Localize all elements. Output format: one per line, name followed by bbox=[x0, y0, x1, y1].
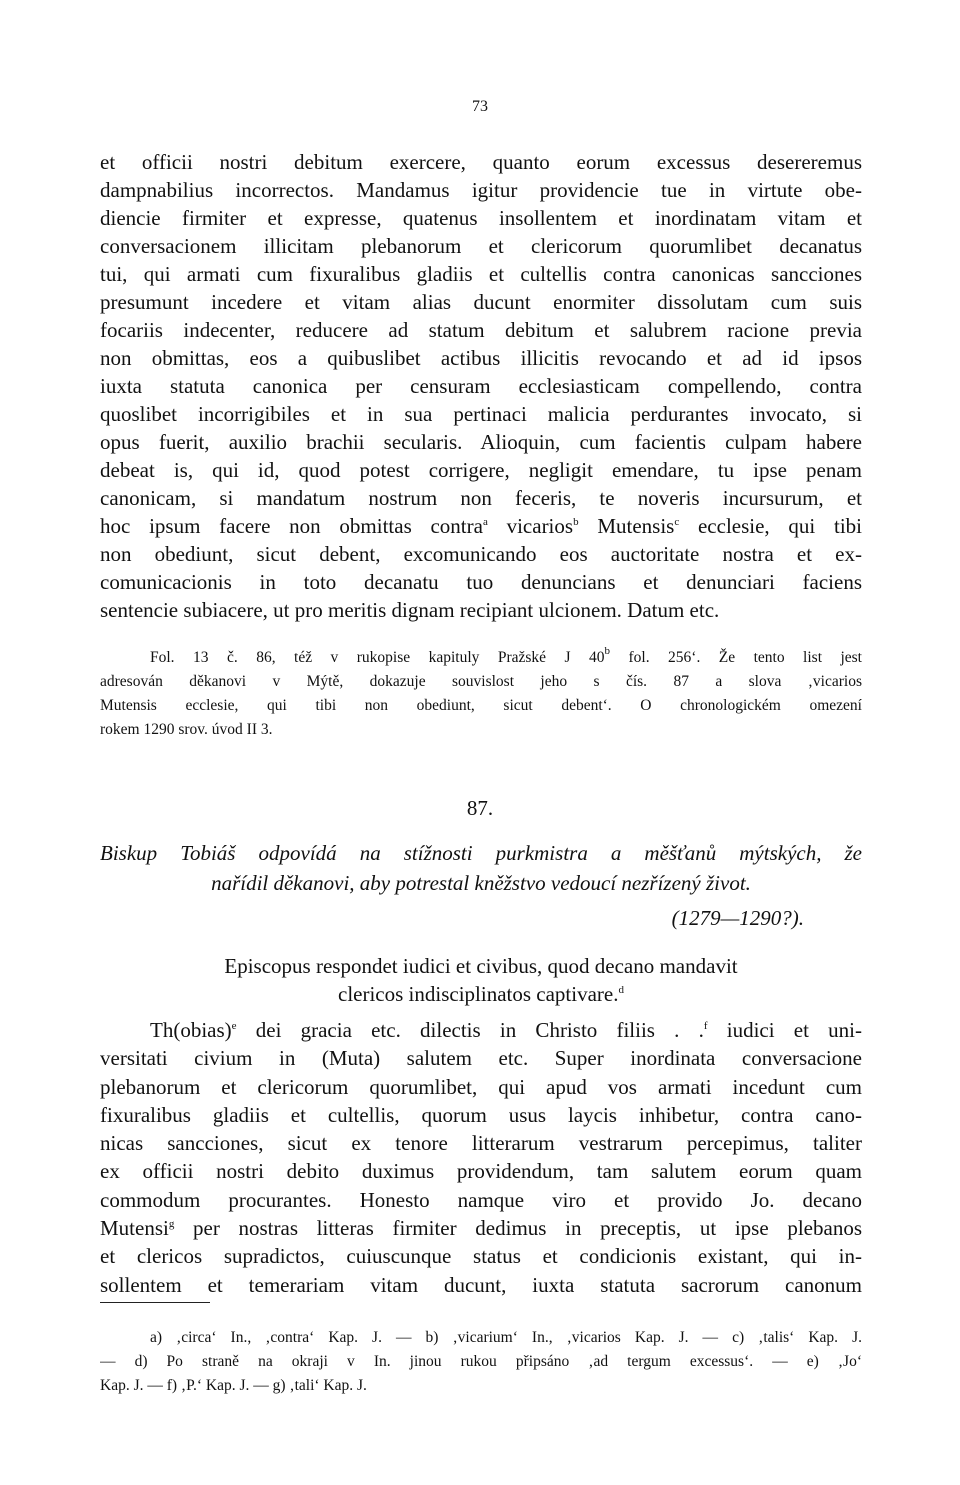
page-number: 73 bbox=[472, 98, 488, 115]
text-segment: per nostras litteras firmiter dedimus in preceptis, ut ipse plebanos bbox=[174, 1216, 862, 1241]
footnote-separator bbox=[100, 1302, 210, 1303]
text-line: comunicacionis in toto decanatu tuo denuncians et denunciari faciens bbox=[100, 570, 862, 594]
text-segment: Fol. 13 č. 86, též v rukopise kapituly Pražské J 40 bbox=[150, 649, 605, 666]
text-segment: clericos indisciplinatos captivare. bbox=[338, 982, 619, 1006]
text-line: opus fuerit, auxilio brachii secularis. Alioquin, cum facientis culpam habere bbox=[100, 430, 862, 454]
heading-line: Episcopus respondet iudici et civibus, quod decano mandavit bbox=[224, 954, 738, 978]
text-line: focariis indecenter, reducere ad statum debitum et salubrem racione previa bbox=[100, 318, 862, 342]
footnote-line: — d) Po straně na okraji v In. jinou rukou připsáno ‚ad tergum excessus‘. — e) ‚Jo‘ bbox=[100, 1353, 862, 1370]
text-line: canonicam, si mandatum nostrum non feceris, te noveris incursurum, et bbox=[100, 486, 862, 510]
text-line: plebanorum et clericorum quorumlibet, qui apud vos armati incedunt cum bbox=[100, 1074, 862, 1099]
main-text bbox=[100, 148, 862, 624]
superscript: b bbox=[604, 646, 611, 657]
text-line bbox=[100, 1214, 862, 1242]
text-segment: vicarios bbox=[487, 514, 574, 538]
text-line: versitati civium in (Muta) salutem etc. Super inordinata conversacione bbox=[100, 1046, 862, 1071]
text-line: et clericos supradictos, cuiuscunque status et condicionis existant, qui in- bbox=[100, 1244, 862, 1269]
text-segment: dei gracia etc. dilectis in Christo filiis . . bbox=[236, 1018, 704, 1042]
text-line: debeat is, qui id, quod potest corrigere, negligit emendare, tu ipse penam bbox=[100, 458, 862, 482]
editorial-note bbox=[100, 646, 862, 742]
note-line: adresován děkanovi v Mýtě, dokazuje souvislost jeho s čís. 87 a slova ‚vicarios bbox=[100, 673, 862, 690]
text-line: dampnabilius incorrectos. Mandamus igitur providencie tue in virtute obe- bbox=[100, 178, 862, 202]
footnote-line: Kap. J. — f) ‚P.‘ Kap. J. — g) ‚tali‘ Kap. J. bbox=[100, 1377, 367, 1394]
text-line: nicas sancciones, sicut ex tenore litterarum vestrarum percepimus, taliter bbox=[100, 1131, 862, 1156]
czech-regest bbox=[100, 838, 862, 898]
text-line: commodum procurantes. Honesto namque viro et provido Jo. decano bbox=[100, 1187, 862, 1212]
footnote-mark: b bbox=[573, 516, 579, 528]
text-line: et officii nostri debitum exercere, quanto eorum excessus desereremus bbox=[100, 150, 862, 174]
text-segment: iudici et uni- bbox=[707, 1018, 862, 1042]
footnote-mark: a bbox=[482, 516, 488, 528]
footnotes bbox=[100, 1326, 862, 1398]
text-segment: ecclesie, qui tibi bbox=[679, 514, 862, 538]
text-line: sollentem et temerariam vitam ducunt, iuxta statuta sacrorum canonum bbox=[100, 1272, 862, 1297]
text-line: fixuralibus gladiis et cultellis, quorum usus laycis inhibetur, contra cano- bbox=[100, 1102, 862, 1127]
document-date: (1279—1290?). bbox=[671, 906, 804, 930]
note-line bbox=[100, 646, 862, 670]
footnote-line: a) ‚circa‘ In., ‚contra‘ Kap. J. — b) ‚vicarium‘ In., ‚vicarios Kap. J. — c) ‚talis‘ Kap. J. bbox=[150, 1329, 862, 1346]
text-segment: hoc ipsum facere non obmittas contra bbox=[100, 514, 483, 538]
footnote-mark: g bbox=[168, 1218, 175, 1231]
text-line: sentencie subiacere, ut pro meritis dignam recipiant ulcionem. Datum etc. bbox=[100, 598, 720, 622]
footnote-mark: d bbox=[618, 984, 624, 996]
note-line: rokem 1290 srov. úvod II 3. bbox=[100, 721, 273, 738]
text-line: presumunt incedere et vitam alias ducunt enormiter dissolutam cum suis bbox=[100, 290, 862, 314]
letter-text bbox=[100, 1016, 862, 1299]
regest-line: Biskup Tobiáš odpovídá na stížnosti purkmistra a měšťanů mýtských, že bbox=[100, 841, 862, 865]
text-line: ex officii nostri debito duximus providendum, tam salutem eorum quam bbox=[100, 1159, 862, 1184]
text-line bbox=[100, 512, 862, 540]
text-line: diencie firmiter et expresse, quatenus insollentem et inordinatam vitam et bbox=[100, 206, 862, 230]
note-line: Mutensis ecclesie, qui tibi non obediunt, sicut debent‘. O chronologickém omezení bbox=[100, 697, 862, 714]
footnote-mark: c bbox=[674, 516, 680, 528]
latin-heading bbox=[100, 952, 862, 1008]
text-line: non obediunt, sicut debent, excomunicando eos auctoritate nostra et ex- bbox=[100, 542, 862, 566]
footnote-mark: e bbox=[231, 1020, 237, 1032]
text-line: conversacionem illicitam plebanorum et clericorum quorumlibet decanatus bbox=[100, 234, 862, 258]
heading-line bbox=[100, 980, 862, 1008]
text-line: non obmittas, eos a quibuslibet actibus illicitis revocando et ad id ipsos bbox=[100, 346, 862, 370]
text-segment: fol. 256‘. Že tento list jest bbox=[610, 649, 862, 666]
text-segment: Mutensi bbox=[100, 1216, 169, 1241]
text-segment: Mutensis bbox=[578, 514, 675, 538]
regest-line: nařídil děkanovi, aby potrestal kněžstvo vedoucí nezřízený život. bbox=[211, 871, 751, 895]
text-segment: Th(obias) bbox=[150, 1018, 232, 1042]
footnote-mark: f bbox=[703, 1020, 708, 1032]
document-number: 87. bbox=[466, 796, 494, 820]
text-line: iuxta statuta canonica per censuram ecclesiasticam compellendo, contra bbox=[100, 374, 862, 398]
text-line bbox=[100, 1016, 862, 1044]
text-line: tui, qui armati cum fixuralibus gladiis et cultellis contra canonicas sancciones bbox=[100, 262, 862, 286]
text-line: quoslibet incorrigibiles et in sua pertinaci malicia perdurantes invocato, si bbox=[100, 402, 862, 426]
